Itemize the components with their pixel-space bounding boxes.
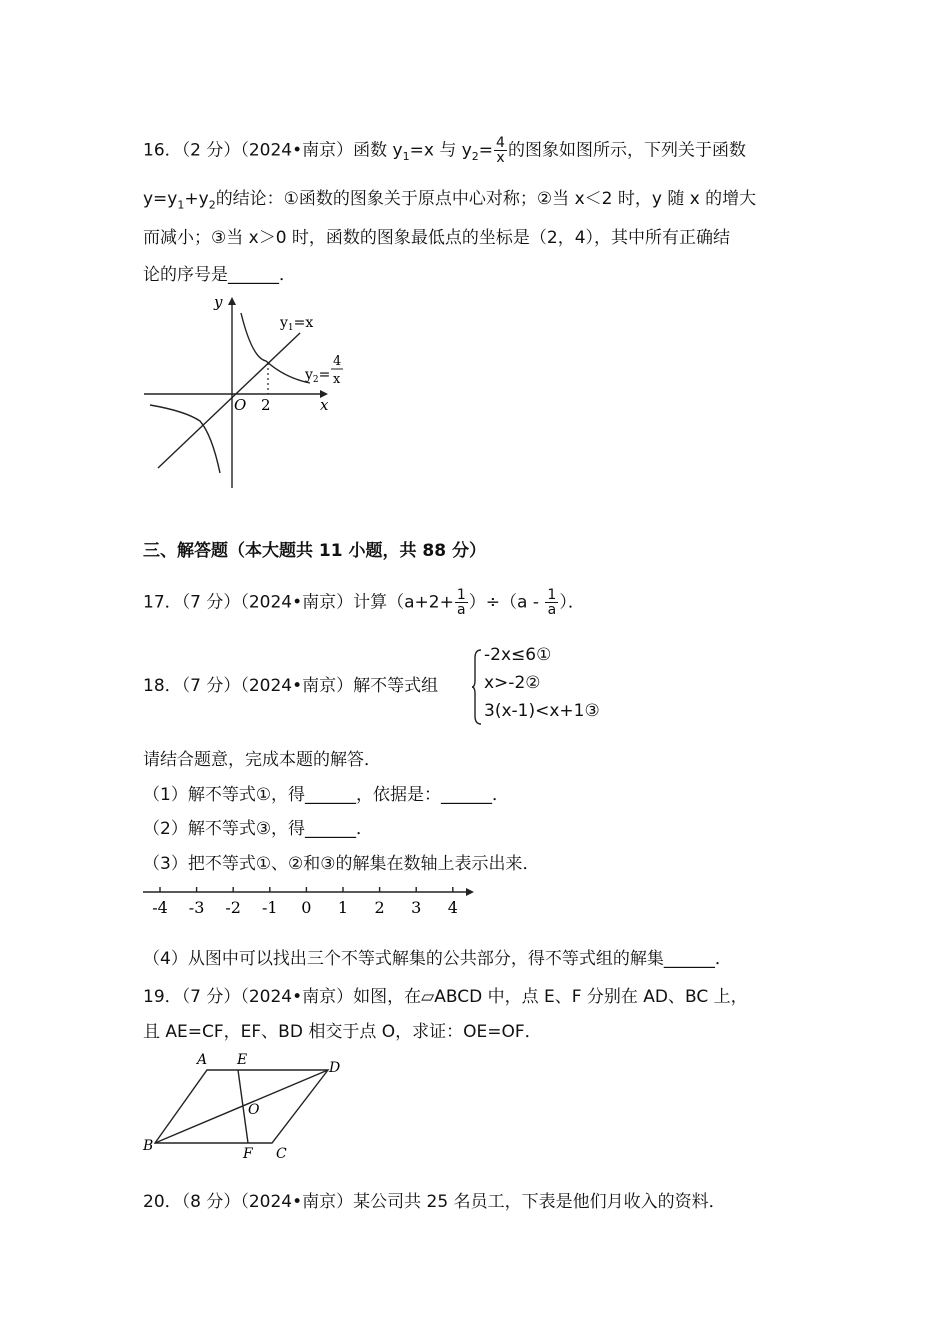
q16-text: 的图象如图所示，下列关于函数 (507, 140, 746, 161)
point-label-o: O (248, 1102, 260, 1118)
number-line-tick-label: -1 (262, 898, 278, 917)
q16-line2 (143, 186, 756, 218)
label-y2-den: x (333, 372, 341, 387)
q17-text: 17．（7 分）（2024•南京）计算（a+2+ (143, 592, 454, 613)
q18-part4: （4）从图中可以找出三个不等式解集的公共部分，得不等式组的解集______． (143, 949, 732, 969)
fraction (545, 588, 558, 617)
q16-text: 的结论：①函数的图象关于原点中心对称；②当 x＜2 时，y 随 x 的增大 (215, 189, 757, 209)
subscript: 1 (402, 149, 410, 163)
q19-line2: 且 AE=CF，EF、BD 相交于点 O，求证：OE=OF． (143, 1022, 542, 1042)
q16-text: =x 与 y (409, 140, 472, 161)
q18-part3: （3）把不等式①、②和③的解集在数轴上表示出来． (143, 854, 540, 874)
number-line-arrow (466, 888, 474, 896)
y-axis-arrow (228, 297, 236, 305)
fraction-numerator: 1 (547, 587, 557, 603)
subscript: 1 (177, 198, 185, 212)
q16-text: +y (184, 189, 209, 209)
inequality-1: -2x≤6① (484, 645, 552, 665)
q19-line1: 19．（7 分）（2024•南京）如图，在▱ABCD 中，点 E、F 分别在 AD、BC 上， (143, 987, 748, 1007)
section-heading: 三、解答题（本大题共 11 小题，共 88 分） (143, 541, 486, 561)
point-label-a: A (197, 1052, 208, 1068)
number-line-tick-label: -3 (188, 898, 205, 917)
segment-ef (238, 1070, 248, 1143)
q18-intro: 请结合题意，完成本题的解答． (143, 750, 381, 770)
inequality-3: 3(x-1)<x+1③ (484, 701, 600, 721)
number-line-tick-label: -4 (152, 898, 168, 917)
q16-line3: 而减小；③当 x＞0 时，函数的图象最低点的坐标是（2，4），其中所有正确结 (143, 228, 731, 248)
fraction (455, 588, 468, 617)
fraction-denominator: x (496, 150, 505, 166)
inequality-2: x>-2② (484, 673, 541, 693)
fraction (494, 136, 507, 165)
subscript: 2 (208, 198, 216, 212)
q17-text: ）÷（a - (468, 592, 545, 613)
q16-text: y=y (143, 189, 178, 209)
q16-text: = (478, 140, 494, 161)
subscript: 2 (471, 149, 479, 163)
number-line-tick-label: 2 (374, 898, 385, 917)
point-label-f: F (243, 1146, 253, 1162)
parallelogram-figure (140, 1050, 350, 1165)
q17-line (143, 588, 585, 617)
q16-line4: 论的序号是______． (143, 265, 296, 285)
hyperbola-y2-q3 (150, 405, 220, 473)
q17-text: ）． (559, 592, 585, 613)
q18-head: 18．（7 分）（2024•南京）解不等式组 (143, 676, 439, 696)
line-y1 (158, 333, 300, 468)
y-axis-label: y (214, 293, 223, 311)
q16-text: 16．（2 分）（2024•南京）函数 y (143, 140, 403, 161)
q16-function-graph (140, 293, 360, 493)
q18-part1: （1）解不等式①，得______，依据是：______． (143, 785, 510, 805)
label-y2: $y_2=$ (305, 367, 331, 385)
q20-line1: 20．（8 分）（2024•南京）某公司共 25 名员工，下表是他们月收入的资料． (143, 1192, 726, 1212)
label-y2-num: 4 (333, 354, 342, 369)
q16-line1 (143, 136, 746, 170)
fraction-numerator: 1 (456, 587, 466, 603)
number-line-tick-label: 3 (411, 898, 422, 917)
fraction-denominator: a (547, 602, 557, 618)
number-line-tick-label: 4 (447, 898, 458, 917)
origin-label: O (234, 396, 247, 414)
q18-part2: （2）解不等式③，得______． (143, 819, 374, 839)
fraction-numerator: 4 (496, 135, 505, 151)
number-line-tick-label: 0 (301, 898, 312, 917)
point-label-e: E (237, 1052, 248, 1068)
point-label-c: C (276, 1146, 287, 1162)
point-label-b: B (143, 1138, 154, 1154)
fraction-denominator: a (457, 602, 466, 618)
system-brace (472, 648, 482, 726)
number-line-tick-label: -2 (225, 898, 241, 917)
label-y1: $y_1=x$ (280, 315, 314, 333)
x-axis-label: x (320, 396, 329, 414)
point-label-d: D (329, 1060, 341, 1076)
number-line (140, 880, 480, 920)
number-line-tick-label: 1 (337, 898, 349, 917)
tick-label-2: 2 (261, 396, 271, 414)
